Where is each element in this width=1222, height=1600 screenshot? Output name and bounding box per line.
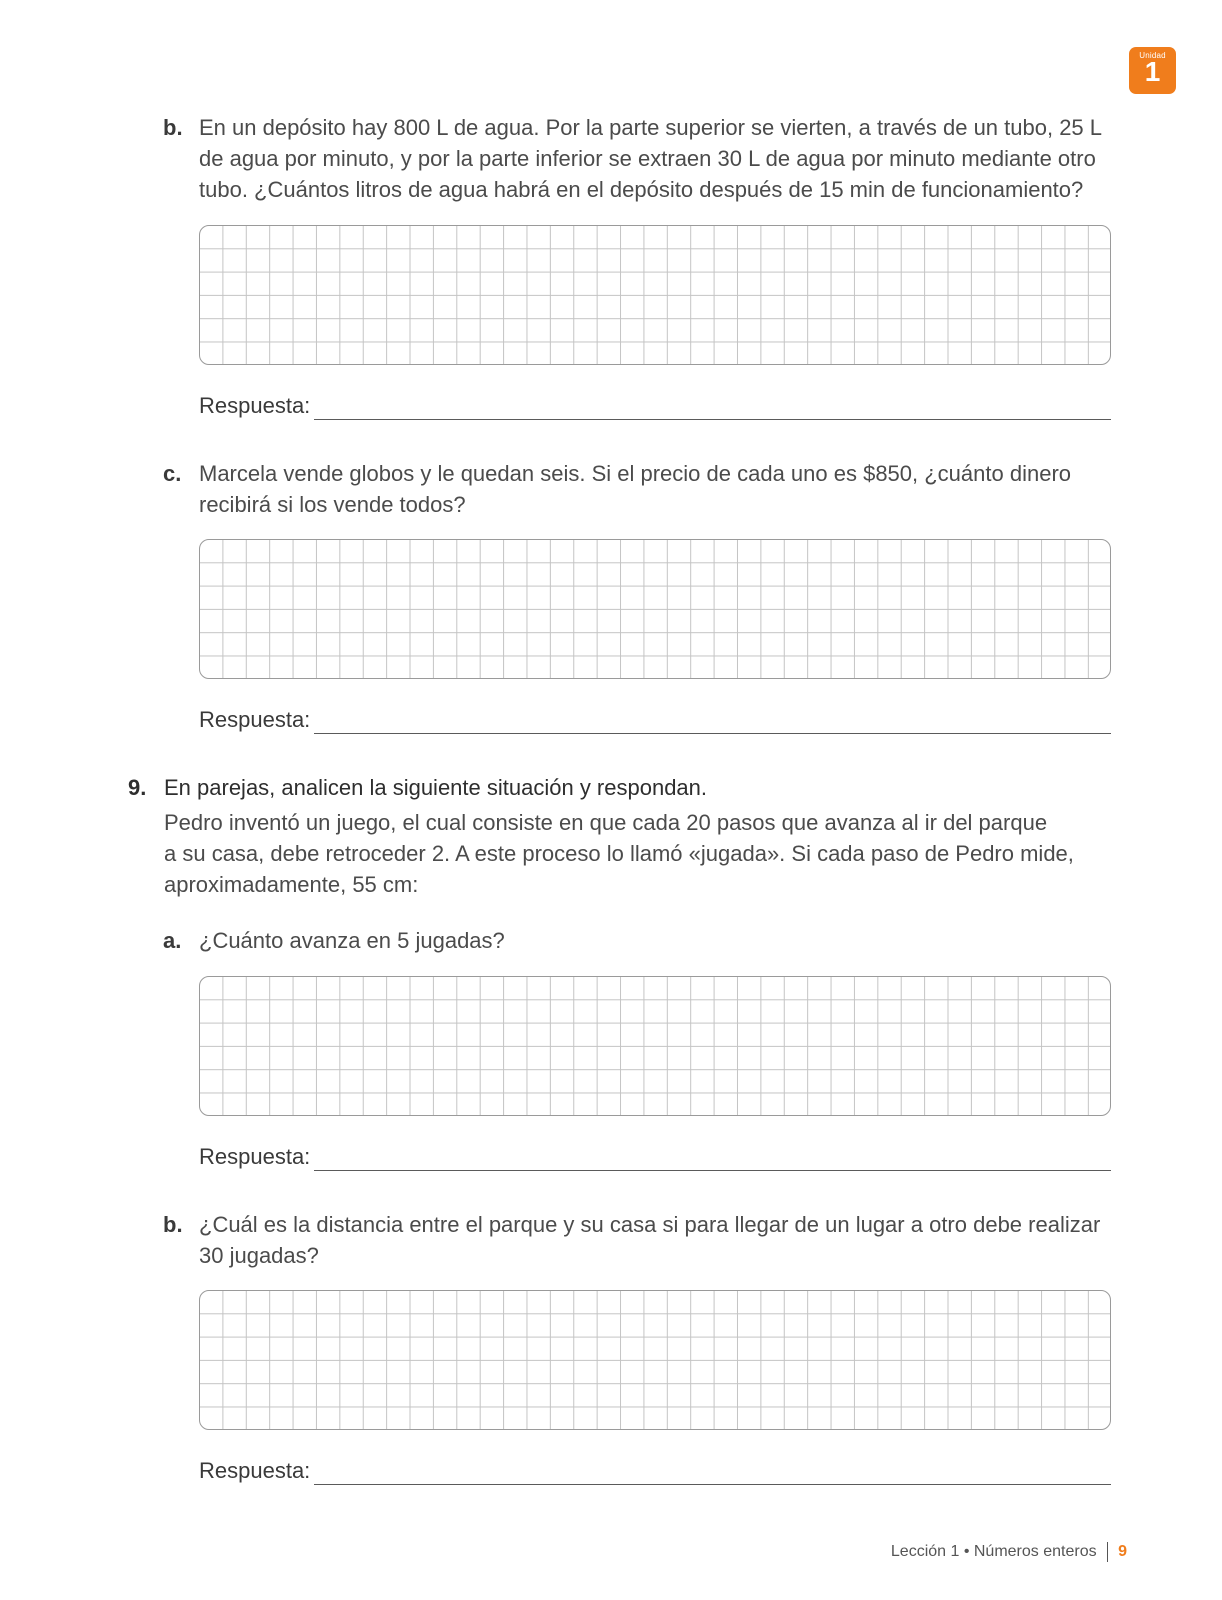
answer-label: Respuesta: [199,1458,311,1483]
unit-badge [1129,47,1176,94]
answer-row [199,393,1111,423]
exercise-title: En parejas, analicen la siguiente situación y respondan. [164,775,708,800]
item-marker: b. [163,115,183,140]
item-text-line: Marcela vende globos y le quedan seis. Si el precio de cada uno es $850, ¿cuánto dinero [199,461,1072,486]
lesson-label: Lección 1 • Números enteros [890,1543,1097,1561]
unit-label: Unidad [1139,51,1166,60]
answer-label: Respuesta: [199,393,311,418]
item-text-line: ¿Cuánto avanza en 5 jugadas? [199,928,505,953]
question-b [163,1209,1123,1271]
item-text-line: de agua por minuto, y por la parte inferior se extraen 30 L de agua por minuto mediante otro [199,146,1096,171]
answer-line[interactable] [314,1170,1111,1171]
answer-row [199,707,1111,737]
item-marker: b. [163,1212,183,1237]
answer-label: Respuesta: [199,1144,311,1169]
item-text-line: tubo. ¿Cuántos litros de agua habrá en el depósito después de 15 min de funcionamiento? [199,177,1084,202]
grid-work-area[interactable] [199,1290,1111,1430]
page-number: 9 [1118,1543,1127,1561]
answer-row [199,1458,1111,1488]
answer-label: Respuesta: [199,707,311,732]
footer-divider [1107,1542,1109,1562]
item-text-line: ¿Cuál es la distancia entre el parque y su casa si para llegar de un lugar a otro debe realizar [199,1212,1101,1237]
item-text-line: recibirá si los vende todos? [199,492,466,517]
answer-line[interactable] [314,733,1111,734]
page-footer [891,1542,1127,1562]
grid-work-area[interactable] [199,976,1111,1116]
exercise-item-b [163,112,1123,205]
grid-work-area[interactable] [199,539,1111,679]
item-text-line: 30 jugadas? [199,1243,319,1268]
item-text-line: En un depósito hay 800 L de agua. Por la parte superior se vierten, a través de un tubo, 25 L [199,115,1103,140]
answer-row [199,1144,1111,1174]
answer-line[interactable] [314,1484,1111,1485]
answer-line[interactable] [314,419,1111,420]
exercise-9-body [164,807,1104,900]
grid-work-area[interactable] [199,225,1111,365]
body-line: a su casa, debe retroceder 2. A este proceso lo llamó «jugada». Si cada paso de Pedro mide, [164,841,1074,866]
exercise-number: 9. [128,775,147,800]
item-marker: c. [163,461,182,486]
item-marker: a. [163,928,182,953]
body-line: aproximadamente, 55 cm: [164,872,419,897]
unit-number: 1 [1144,56,1161,87]
body-line: Pedro inventó un juego, el cual consiste en que cada 20 pasos que avanza al ir del parque [164,810,1048,835]
exercise-item-c [163,458,1123,520]
question-a [163,925,1123,956]
